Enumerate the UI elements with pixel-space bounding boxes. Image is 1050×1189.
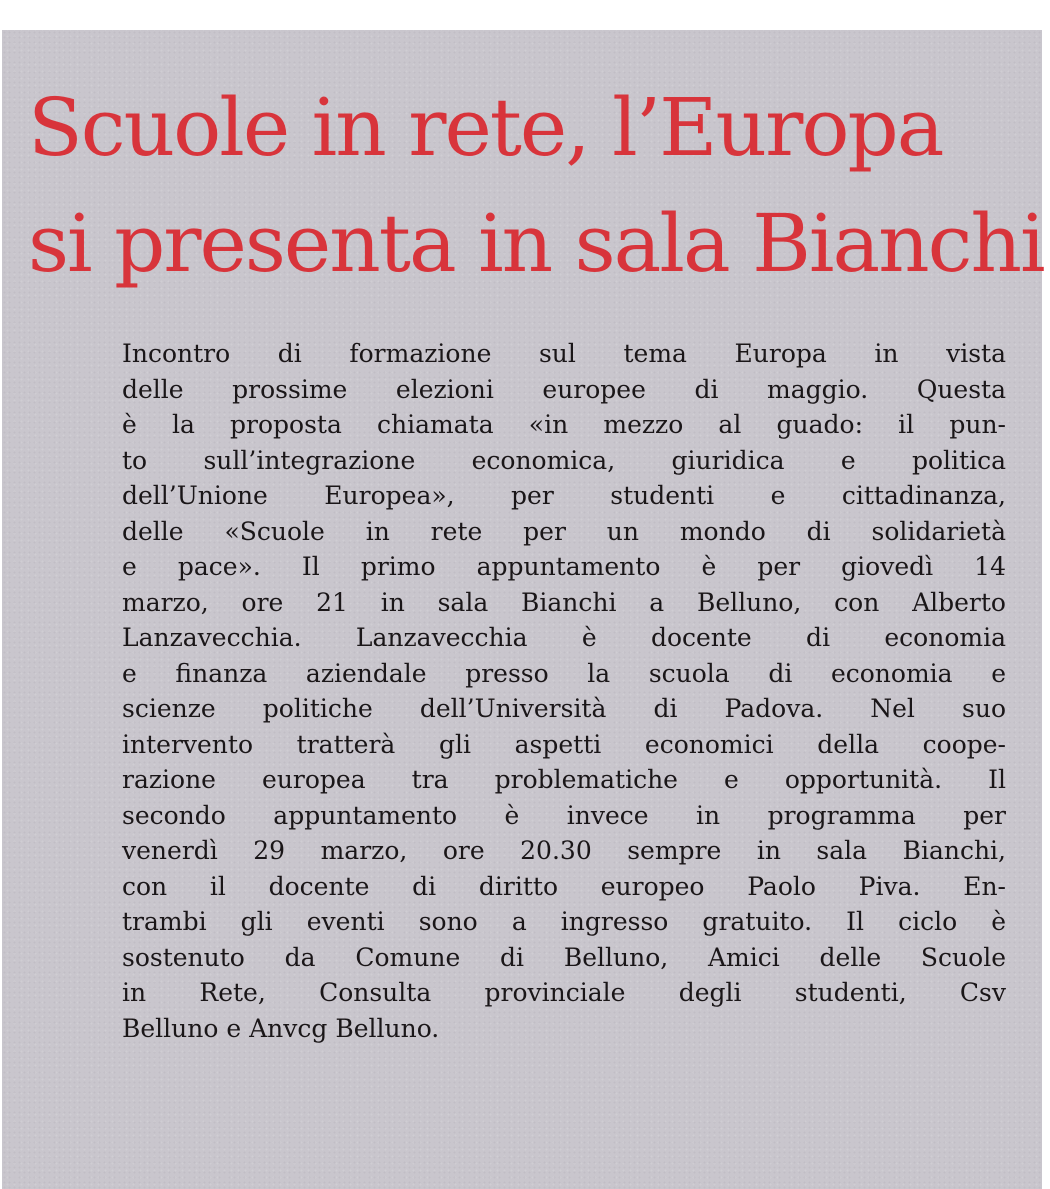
body-line: con il docente di diritto europeo Paolo Piva. En- bbox=[122, 871, 1006, 901]
body-line: Belluno e Anvcg Belluno. bbox=[122, 1013, 440, 1043]
body-line: sostenuto da Comune di Belluno, Amici delle Scuole bbox=[122, 942, 1006, 972]
body-line: delle «Scuole in rete per un mondo di solidarietà bbox=[122, 516, 1006, 546]
body-line: scienze politiche dell’Università di Padova. Nel suo bbox=[122, 694, 1006, 723]
body-line: e pace». Il primo appuntamento è per giovedì 14 bbox=[122, 552, 1006, 581]
body-line: secondo appuntamento è invece in programma per bbox=[122, 800, 1006, 830]
body-line: Lanzavecchia. Lanzavecchia è docente di economia bbox=[122, 623, 1006, 652]
top-margin bbox=[0, 0, 1050, 30]
headline bbox=[28, 70, 1044, 302]
body-line: è la proposta chiamata «in mezzo al guado: il pun- bbox=[122, 410, 1006, 439]
article-body bbox=[122, 336, 1006, 1046]
body-line: dell’Unione Europea», per studenti e cittadinanza, bbox=[122, 481, 1006, 510]
body-line: e finanza aziendale presso la scuola di economia e bbox=[122, 658, 1006, 688]
body-line: razione europea tra problematiche e opportunità. Il bbox=[122, 765, 1006, 794]
body-line: in Rete, Consulta provinciale degli studenti, Csv bbox=[122, 978, 1006, 1007]
body-line: delle prossime elezioni europee di maggio. Questa bbox=[122, 374, 1006, 404]
body-line: Incontro di formazione sul tema Europa in vista bbox=[122, 339, 1006, 368]
headline-line: si presenta in sala Bianchi bbox=[28, 197, 1044, 290]
headline-line: Scuole in rete, l’Europa bbox=[28, 81, 943, 174]
body-line: venerdì 29 marzo, ore 20.30 sempre in sala Bianchi, bbox=[122, 836, 1006, 865]
body-line: marzo, ore 21 in sala Bianchi a Belluno, con Alberto bbox=[122, 587, 1006, 617]
body-line: trambi gli eventi sono a ingresso gratuito. Il ciclo è bbox=[122, 907, 1006, 936]
body-line: to sull’integrazione economica, giuridica e politica bbox=[122, 445, 1006, 475]
body-line: intervento tratterà gli aspetti economici della coope- bbox=[122, 729, 1006, 759]
